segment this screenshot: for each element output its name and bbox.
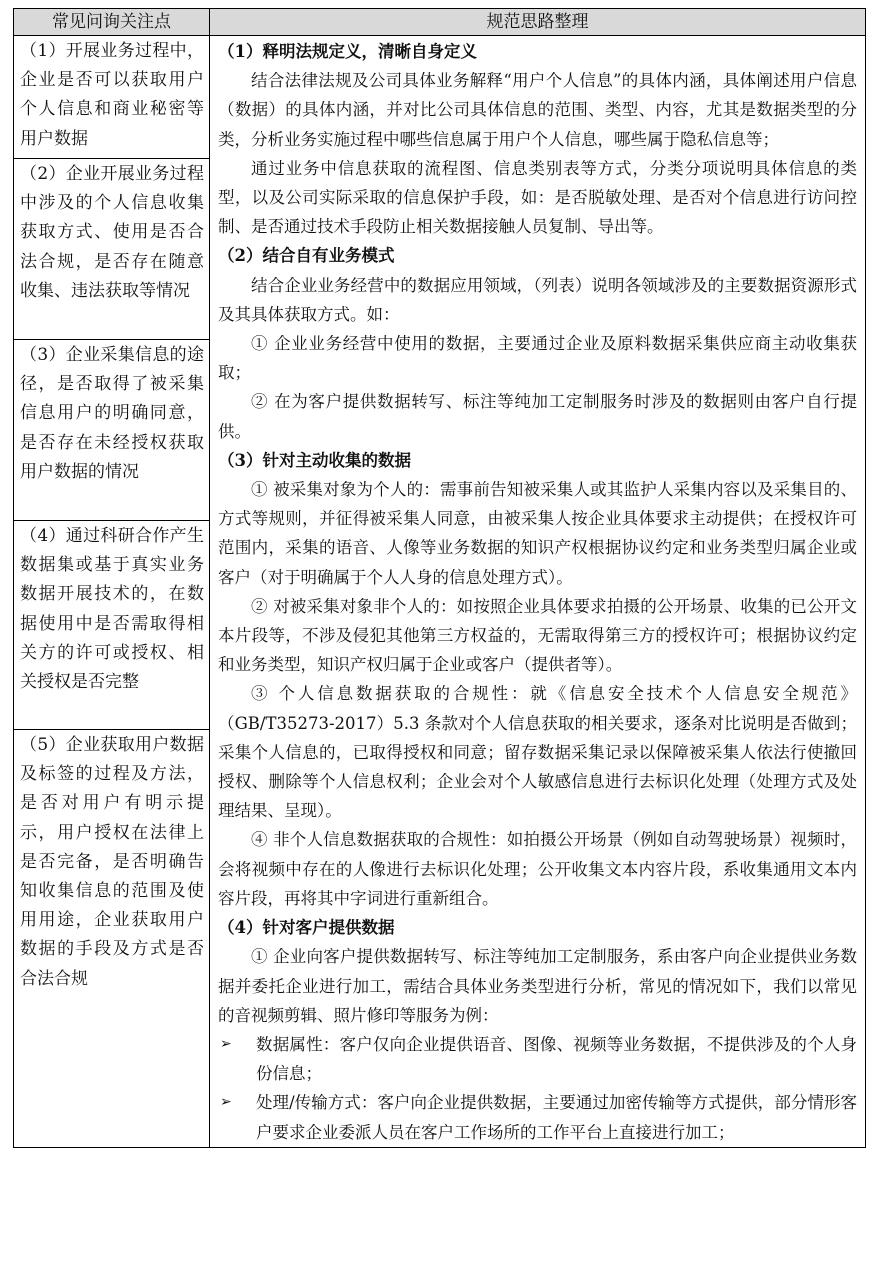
section-4-title: （4）针对客户提供数据 <box>218 918 395 938</box>
focus-point-2: （2）企业开展业务过程中涉及的个人信息收集获取方式、使用是否合法合规，是否存在随意收集、违法获取等情况 <box>14 159 210 340</box>
section-1-title: （1）释明法规定义，清晰自身定义 <box>218 42 477 61</box>
table-row <box>14 36 866 159</box>
paragraph: ① 企业业务经营中使用的数据，主要通过企业及原料数据采集供应商主动收集获取； <box>218 334 857 383</box>
paragraph: ② 在为客户提供数据转写、标注等纯加工定制服务时涉及的数据则由客户自行提供。 <box>218 392 857 441</box>
bullet-arrow-icon: ➢ <box>220 1094 232 1111</box>
section-2-title: （2）结合自有业务模式 <box>218 246 395 266</box>
paragraph: ① 企业向客户提供数据转写、标注等纯加工定制服务，系由客户向企业提供业务数据并委托企业进行加工，需结合具体业务类型进行分析，常见的情况如下，我们以常见的音视频剪辑、照片修印等服务为例： <box>218 947 857 1025</box>
guidance-cell <box>210 36 866 1148</box>
bullet-item <box>218 1030 857 1088</box>
bullet-item <box>218 1088 857 1146</box>
paragraph: 结合企业业务经营中的数据应用领域，（列表）说明各领域涉及的主要数据资源形式及其具体获取方式。如： <box>218 275 857 324</box>
header-row <box>14 9 866 36</box>
header-focus-points: 常见问询关注点 <box>14 9 210 36</box>
paragraph: ④ 非个人信息数据获取的合规性：如拍摄公开场景（例如自动驾驶场景）视频时，会将视频中存在的人像进行去标识化处理；公开收集文本内容片段，系收集通用文本内容片段，再将其中字词进行重新组合。 <box>218 830 857 908</box>
qa-table <box>13 8 866 1148</box>
bullet-text: 处理/传输方式：客户向企业提供数据，主要通过加密传输等方式提供，部分情形客户要求企业委派人员在客户工作场所的工作平台上直接进行加工； <box>256 1093 857 1142</box>
section-3-title: （3）针对主动收集的数据 <box>218 450 411 470</box>
document-page <box>13 8 865 1148</box>
bullet-arrow-icon: ➢ <box>220 1035 232 1052</box>
paragraph: ③ 个人信息数据获取的合规性：就《信息安全技术个人信息安全规范》（GB/T35273-2017）5.3 条款对个人信息获取的相关要求，逐条对比说明是否做到；采集个人信息的，已取得授权和同意；留存数据采集记录以保障被采集人依法行使撤回授权、删除等个人信息权利；企业会对个人敏感信息进行去标识化处理（处理方式及处理结果、呈现）。 <box>218 684 857 821</box>
focus-point-4: （4）通过科研合作产生数据集或基于真实业务数据开展技术的，在数据使用中是否需取得相关方的许可或授权、相关授权是否完整 <box>14 521 210 730</box>
focus-point-1: （1）开展业务过程中，企业是否可以获取用户个人信息和商业秘密等用户数据 <box>14 36 210 159</box>
focus-point-5: （5）企业获取用户数据及标签的过程及方法，是否对用户有明示提示，用户授权在法律上是否完备，是否明确告知收集信息的范围及使用用途，企业获取用户数据的手段及方式是否合法合规 <box>14 730 210 1148</box>
paragraph: 结合法律法规及公司具体业务解释“用户个人信息”的具体内涵，具体阐述用户信息（数据）的具体内涵，并对比公司具体信息的范围、类型、内容，尤其是数据类型的分类，分析业务实施过程中哪些信息属于用户个人信息，哪些属于隐私信息等； <box>218 71 857 149</box>
focus-point-3: （3）企业采集信息的途径，是否取得了被采集信息用户的明确同意，是否存在未经授权获取用户数据的情况 <box>14 340 210 521</box>
bullet-text: 数据属性：客户仅向企业提供语音、图像、视频等业务数据，不提供涉及的个人身份信息； <box>256 1034 857 1084</box>
paragraph: ① 被采集对象为个人的：需事前告知被采集人或其监护人采集内容以及采集目的、方式等规则，并征得被采集人同意，由被采集人按企业具体要求主动提供；在授权许可范围内，采集的语音、人像等业务数据的知识产权根据协议约定和业务类型归属企业或客户（对于明确属于个人人身的信息处理方式）。 <box>218 480 857 587</box>
header-guidance: 规范思路整理 <box>210 9 866 36</box>
paragraph: 通过业务中信息获取的流程图、信息类别表等方式，分类分项说明具体信息的类型，以及公司实际采取的信息保护手段，如：是否脱敏处理、是否对个信息进行访问控制、是否通过技术手段防止相关数据接触人员复制、导出等。 <box>218 158 857 237</box>
paragraph: ② 对被采集对象非个人的：如按照企业具体要求拍摄的公开场景、收集的已公开文本片段等，不涉及侵犯其他第三方权益的，无需取得第三方的授权许可；根据协议约定和业务类型，知识产权归属于企业或客户（提供者等）。 <box>218 596 857 675</box>
